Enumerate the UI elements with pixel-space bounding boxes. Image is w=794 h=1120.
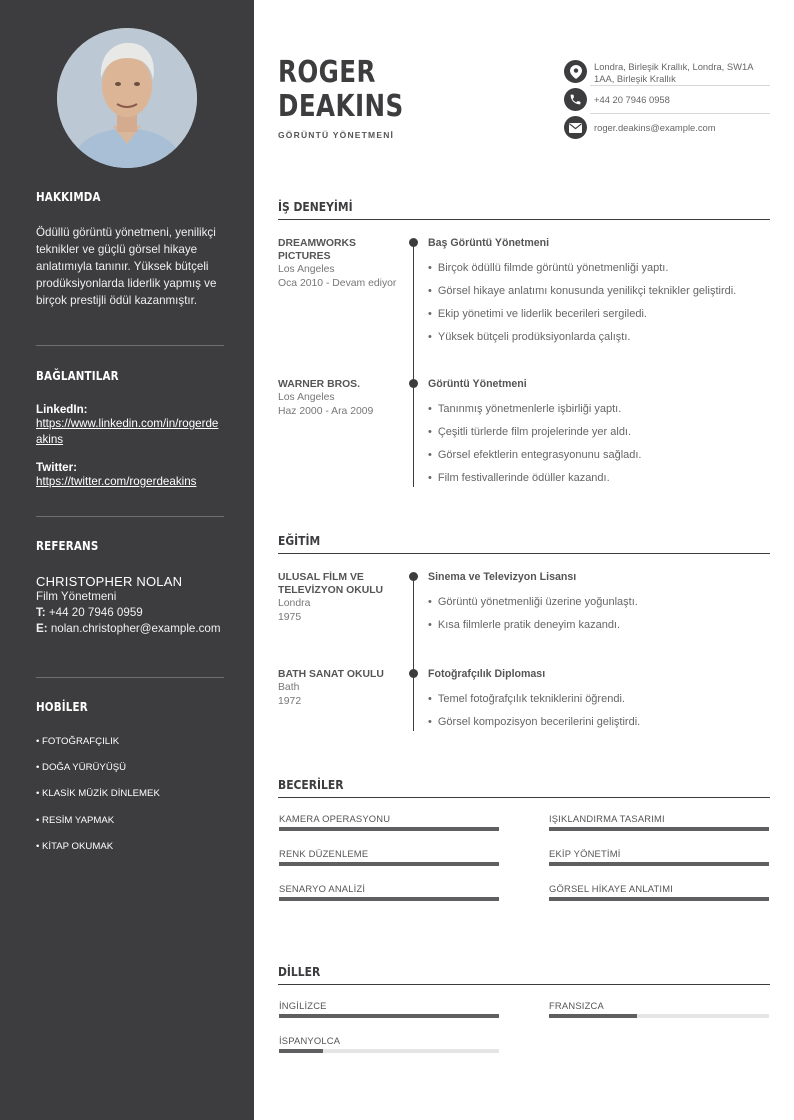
skill-bar (549, 897, 769, 901)
company-name: DREAMWORKS PICTURES (278, 238, 356, 262)
skill-bar-fill (279, 827, 499, 831)
duty-bullet: • Ekip yönetimi ve liderlik becerileri sergiledi. (428, 308, 647, 320)
section-rule (278, 797, 770, 798)
first-name: ROGER (278, 55, 376, 90)
duty-bullet: • Çeşitli türlerde film projelerinde yer aldı. (428, 426, 631, 438)
experience-entry-meta (278, 378, 402, 419)
links-section (36, 369, 224, 490)
timeline-dot (409, 238, 418, 247)
duty-bullet: • Görsel efektlerin entegrasyonunu sağladı. (428, 449, 641, 461)
company-location: Los Angeles (278, 264, 335, 275)
contact-email (564, 116, 770, 140)
section-rule (278, 553, 770, 554)
language-label: İNGİLİZCE (279, 1000, 327, 1011)
language-bar-fill (279, 1014, 499, 1018)
skills-heading: BECERİLER (278, 777, 344, 792)
hobby-item: • RESİM YAPMAK (36, 815, 115, 826)
skill-bar (279, 862, 499, 866)
duty-bullet: • Birçok ödüllü filmde görüntü yönetmenliği yaptı. (428, 262, 668, 274)
linkedin-link[interactable]: https://www.linkedin.com/in/rogerdeakins (36, 417, 219, 446)
contact-divider (590, 85, 770, 86)
skill-label: GÖRSEL HİKAYE ANLATIMI (549, 883, 674, 894)
skill-bar-fill (549, 897, 769, 901)
sidebar-divider (36, 345, 224, 346)
skill-bar-fill (279, 897, 499, 901)
address-text: Londra, Birleşik Krallık, Londra, SW1A 1AA, Birleşik Krallık (594, 61, 753, 84)
skill-item (549, 848, 769, 859)
language-bar-fill (279, 1049, 323, 1053)
about-text: Ödüllü görüntü yönetmeni, yenilikçi teknikler ve güçlü görsel hikaye anlatımıyla tanınır. Yüksek bütçeli prodüksiyonlarda liderlik yapmış ve birçok prestijli ödül kazanmıştır. (36, 226, 217, 307)
twitter-link[interactable]: https://twitter.com/rogerdeakins (36, 475, 197, 488)
job-role: Baş Görüntü Yönetmeni (428, 237, 550, 249)
hobby-item: • KİTAP OKUMAK (36, 841, 114, 852)
skill-item (549, 813, 769, 824)
about-section (36, 190, 224, 309)
twitter-label: Twitter: (36, 461, 78, 474)
timeline-dot (409, 669, 418, 678)
sidebar-divider (36, 677, 224, 678)
hobby-item: • DOĞA YÜRÜYÜŞÜ (36, 762, 127, 773)
study-bullet: • Temel fotoğrafçılık tekniklerini öğrendi. (428, 693, 625, 705)
company-name: WARNER BROS. (278, 379, 360, 390)
reference-heading: REFERANS (36, 539, 99, 553)
envelope-icon (564, 116, 587, 139)
job-title: GÖRÜNTÜ YÖNETMENİ (278, 130, 395, 140)
phone-text: +44 20 7946 0958 (594, 94, 670, 105)
skill-bar (279, 897, 499, 901)
contact-divider (590, 113, 770, 114)
degree-title: Fotoğrafçılık Diploması (428, 668, 546, 680)
languages-heading: DİLLER (278, 964, 321, 979)
school-name: ULUSAL FİLM VE TELEVİZYON OKULU (278, 572, 384, 596)
skill-bar (549, 827, 769, 831)
sidebar (0, 0, 254, 1120)
skill-label: SENARYO ANALİZİ (279, 883, 366, 894)
about-heading: HAKKIMDA (36, 190, 101, 204)
skill-item (279, 848, 499, 859)
skill-bar (279, 827, 499, 831)
job-role: Görüntü Yönetmeni (428, 378, 527, 390)
language-bar-fill (549, 1014, 637, 1018)
graduation-year: 1975 (278, 612, 302, 623)
skill-item (549, 883, 769, 894)
education-entry-meta (278, 668, 402, 709)
duty-bullet: • Film festivallerinde ödüller kazandı. (428, 472, 610, 484)
duty-bullet: • Tanınmış yönetmenlerle işbirliği yaptı. (428, 403, 621, 415)
hobbies-heading: HOBİLER (36, 700, 88, 714)
language-item (549, 1000, 769, 1011)
language-item (279, 1035, 499, 1046)
skill-label: IŞIKLANDIRMA TASARIMI (549, 813, 665, 824)
education-heading: EĞİTİM (278, 533, 321, 548)
contact-phone (564, 88, 770, 112)
duty-bullet: • Görsel hikaye anlatımı konusunda yenilikçi teknikler geliştirdi. (428, 285, 736, 297)
linkedin-label: LinkedIn: (36, 403, 88, 416)
study-bullet: • Kısa filmlerle pratik deneyim kazandı. (428, 619, 620, 631)
links-heading: BAĞLANTILAR (36, 369, 119, 383)
hobby-item: • KLASİK MÜZİK DİNLEMEK (36, 788, 160, 799)
education-entry-meta (278, 571, 402, 625)
skill-bar-fill (279, 862, 499, 866)
phone-icon (564, 88, 587, 111)
school-location: Londra (278, 598, 311, 609)
hobbies-section (36, 700, 224, 860)
employment-dates: Oca 2010 - Devam ediyor (278, 278, 397, 289)
education-timeline (413, 576, 414, 731)
graduation-year: 1972 (278, 696, 302, 707)
timeline-dot (409, 572, 418, 581)
skill-item (279, 813, 499, 824)
location-pin-icon (564, 60, 587, 83)
skill-label: EKİP YÖNETİMİ (549, 848, 621, 859)
contact-address (564, 60, 770, 84)
language-bar (279, 1014, 499, 1018)
skill-bar-fill (549, 827, 769, 831)
experience-timeline (413, 242, 414, 487)
duty-bullet: • Yüksek bütçeli prodüksiyonlarda çalıştı. (428, 331, 630, 343)
school-location: Bath (278, 682, 300, 693)
company-location: Los Angeles (278, 392, 335, 403)
email-text: roger.deakins@example.com (594, 122, 716, 133)
skill-bar-fill (549, 862, 769, 866)
experience-entry-meta (278, 237, 402, 291)
language-label: FRANSIZCA (549, 1000, 604, 1011)
language-bar (549, 1014, 769, 1018)
section-rule (278, 219, 770, 220)
school-name: BATH SANAT OKULU (278, 669, 384, 680)
language-item (279, 1000, 499, 1011)
language-label: İSPANYOLCA (279, 1035, 341, 1046)
sidebar-divider (36, 516, 224, 517)
reference-name: CHRISTOPHER NOLAN (36, 574, 183, 589)
hobby-item: • FOTOĞRAFÇILIK (36, 736, 120, 747)
degree-title: Sinema ve Televizyon Lisansı (428, 571, 577, 583)
study-bullet: • Görüntü yönetmenliği üzerine yoğunlaştı. (428, 596, 638, 608)
reference-role: Film Yönetmeni (36, 590, 117, 603)
reference-email: E: nolan.christopher@example.com (36, 622, 221, 635)
reference-section (36, 539, 224, 637)
language-bar (279, 1049, 499, 1053)
last-name: DEAKINS (278, 89, 404, 124)
skill-label: KAMERA OPERASYONU (279, 813, 391, 824)
person-name (278, 56, 404, 124)
experience-heading: İŞ DENEYİMİ (278, 199, 353, 214)
skill-bar (549, 862, 769, 866)
section-rule (278, 984, 770, 985)
skill-label: RENK DÜZENLEME (279, 848, 369, 859)
profile-photo (57, 28, 197, 168)
timeline-dot (409, 379, 418, 388)
skill-item (279, 883, 499, 894)
study-bullet: • Görsel kompozisyon becerilerini geliştirdi. (428, 716, 640, 728)
reference-phone: T: +44 20 7946 0959 (36, 606, 143, 619)
employment-dates: Haz 2000 - Ara 2009 (278, 406, 374, 417)
